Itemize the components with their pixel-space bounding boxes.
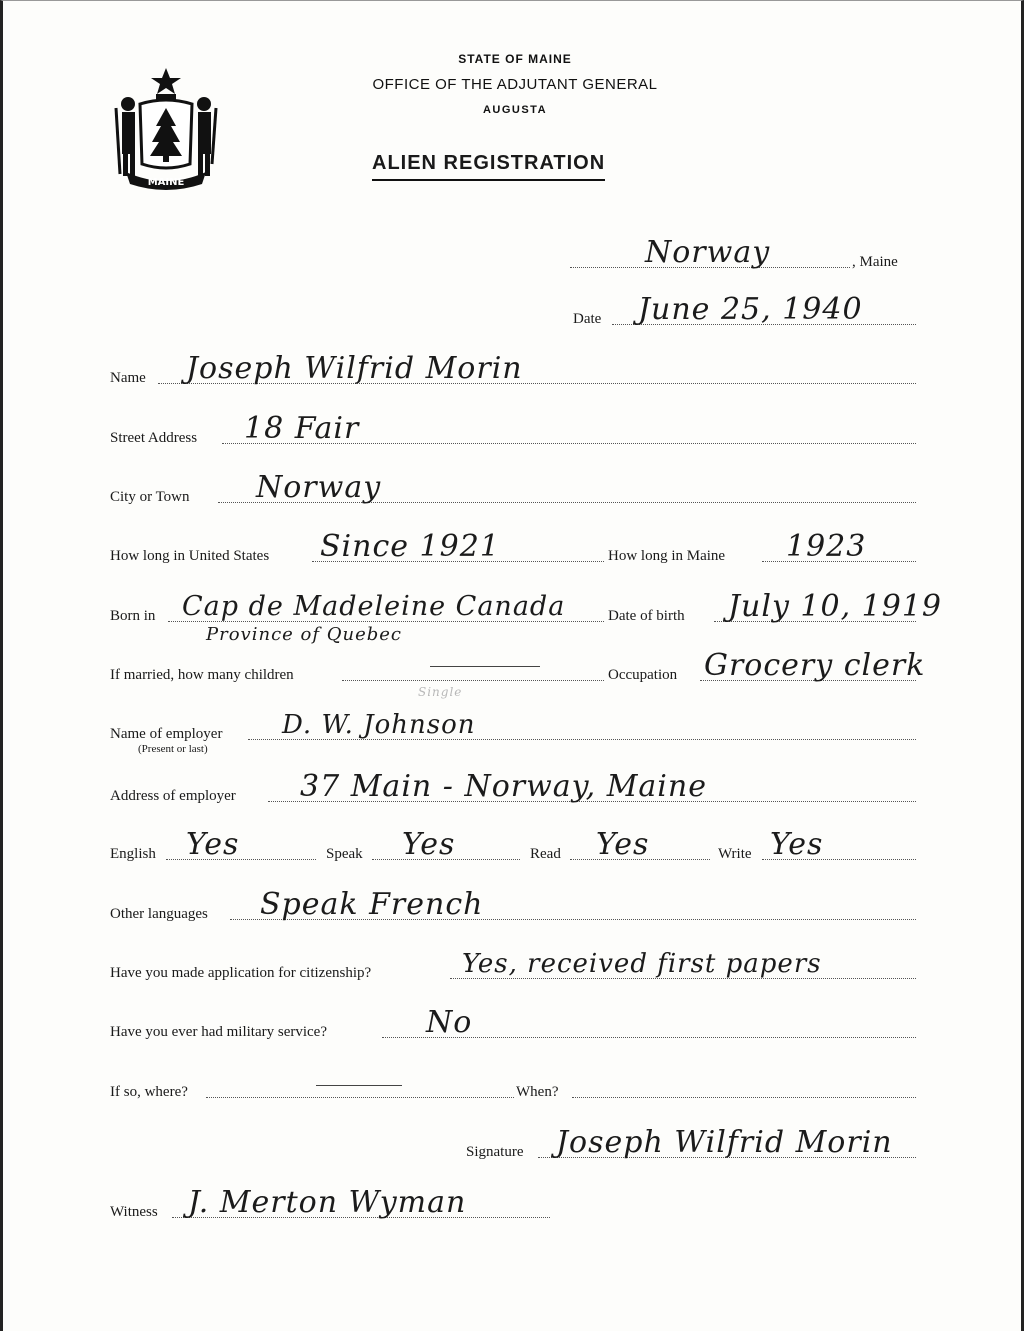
- date-of-birth-label: Date of birth: [608, 608, 685, 624]
- employer-label: Name of employer: [110, 726, 223, 742]
- employer-row: [110, 702, 916, 742]
- occupation-label: Occupation: [608, 667, 678, 683]
- english-label: English: [110, 846, 156, 862]
- citizenship-value: Yes, received first papers: [462, 949, 822, 979]
- other-languages-label: Other languages: [110, 906, 208, 922]
- employer-value: D. W. Johnson: [282, 710, 476, 740]
- occupation-value: Grocery clerk: [704, 648, 926, 683]
- military-value: No: [426, 1005, 473, 1040]
- how-long-maine-value: 1923: [786, 529, 867, 564]
- name-row: [110, 346, 916, 386]
- header-state: STATE OF MAINE: [458, 52, 572, 66]
- employer-address-label: Address of employer: [110, 788, 236, 804]
- employer-address-row: [110, 764, 916, 804]
- witness-row: [110, 1180, 916, 1220]
- name-value: Joseph Wilfrid Morin: [186, 351, 523, 386]
- town-value: Norway: [645, 235, 771, 270]
- state-of-maine-seal-icon: [110, 64, 222, 190]
- city-label: City or Town: [110, 489, 190, 505]
- signature-label: Signature: [466, 1144, 524, 1160]
- born-in-label: Born in: [110, 608, 156, 624]
- header-office: OFFICE OF THE ADJUTANT GENERAL: [372, 76, 658, 93]
- street-value: 18 Fair: [244, 411, 360, 446]
- read-value: Yes: [596, 827, 650, 862]
- city-value: Norway: [256, 470, 382, 505]
- citizenship-label: Have you made application for citizenship?: [110, 965, 372, 981]
- how-long-us-value: Since 1921: [320, 529, 500, 564]
- street-row: [110, 406, 916, 446]
- other-languages-row: [110, 882, 916, 922]
- how-long-maine-label: How long in Maine: [608, 548, 726, 564]
- how-long-us-label: How long in United States: [110, 548, 270, 564]
- born-in-value: Cap de Madeleine Canada: [182, 591, 566, 622]
- header-city: AUGUSTA: [482, 104, 548, 116]
- english-value: Yes: [186, 827, 240, 862]
- military-row: [110, 1000, 916, 1040]
- when-label: When?: [516, 1084, 559, 1100]
- citizenship-row: [110, 941, 916, 981]
- name-label: Name: [110, 370, 146, 386]
- other-languages-value: Speak French: [260, 887, 484, 922]
- children-label: If married, how many children: [110, 667, 294, 683]
- employer-address-value: 37 Main - Norway, Maine: [300, 769, 707, 804]
- witness-value: J. Merton Wyman: [188, 1185, 467, 1220]
- where-when-row: [110, 1060, 916, 1100]
- town-suffix: , Maine: [852, 254, 898, 270]
- date-value: June 25, 1940: [638, 292, 863, 327]
- date-of-birth-value: July 10, 1919: [728, 589, 943, 624]
- write-label: Write: [718, 846, 752, 862]
- city-row: [110, 465, 916, 505]
- birth-row: [110, 584, 943, 624]
- witness-label: Witness: [110, 1204, 158, 1220]
- english-row: [110, 822, 916, 862]
- signature-row: [110, 1120, 916, 1160]
- speak-value: Yes: [402, 827, 456, 862]
- seal-banner-text: MAINE: [147, 177, 185, 188]
- employer-sublabel: (Present or last): [138, 743, 208, 755]
- born-in-note: Province of Quebec: [206, 624, 403, 645]
- date-row: [110, 287, 916, 327]
- read-label: Read: [530, 846, 561, 862]
- form-title: ALIEN REGISTRATION: [372, 152, 605, 181]
- signature-value: Joseph Wilfrid Morin: [556, 1125, 893, 1160]
- town-row: [110, 230, 916, 270]
- where-label: If so, where?: [110, 1084, 188, 1100]
- children-row: [110, 643, 926, 683]
- street-label: Street Address: [110, 430, 198, 446]
- write-value: Yes: [770, 827, 824, 862]
- date-label: Date: [573, 311, 602, 327]
- military-label: Have you ever had military service?: [110, 1024, 327, 1040]
- speak-label: Speak: [326, 846, 363, 862]
- children-note: Single: [418, 685, 463, 699]
- residency-row: [110, 524, 916, 564]
